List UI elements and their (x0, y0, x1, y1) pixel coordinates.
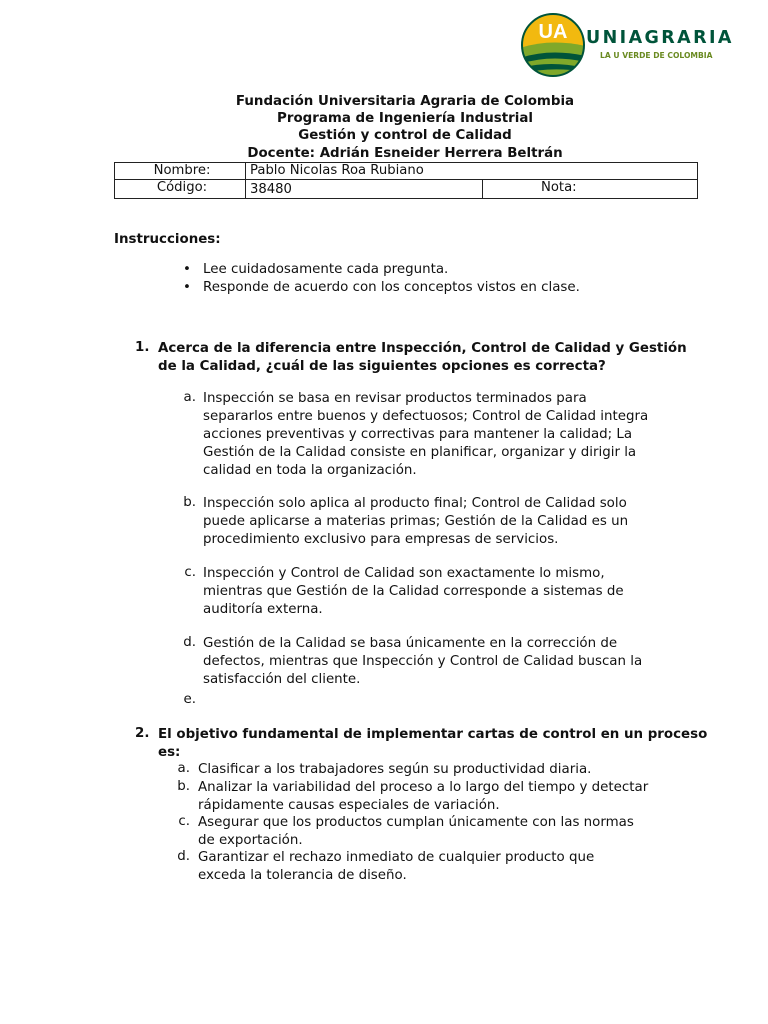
option-line: exceda la tolerancia de diseño. (198, 868, 407, 883)
instruction-text: Responde de acuerdo con los conceptos vistos en clase. (203, 280, 580, 295)
option-letter: b. (177, 779, 190, 794)
name-label: Nombre: (115, 163, 246, 180)
option-letter: d. (177, 849, 190, 864)
option-line: mientras que Gestión de la Calidad corresponde a sistemas de (203, 584, 624, 599)
option-line: rápidamente causas especiales de variación. (198, 798, 500, 813)
option-line: Garantizar el rechazo inmediato de cualquier producto que (198, 850, 595, 865)
option-line: Gestión de la Calidad consiste en planificar, organizar y dirigir la (203, 445, 637, 460)
tagline-suffix: DE COLOMBIA (650, 51, 713, 60)
question-1-text (158, 340, 687, 376)
table-row (115, 180, 698, 199)
option-2a (198, 761, 591, 779)
uniagraria-emblem-icon (520, 12, 586, 78)
option-line: auditoría externa. (203, 602, 323, 617)
grade-label: Nota: (541, 180, 577, 195)
option-1b (203, 495, 628, 549)
option-2c (198, 814, 634, 850)
option-line: Analizar la variabilidad del proceso a lo largo del tiempo y detectar (198, 780, 649, 795)
code-value: 38480 (246, 180, 483, 199)
logo-initials: UA (538, 21, 568, 43)
option-line: calidad en toda la organización. (203, 463, 417, 478)
option-line: Inspección y Control de Calidad son exactamente lo mismo, (203, 566, 605, 581)
option-line: Clasificar a los trabajadores según su productividad diaria. (198, 762, 592, 777)
uniagraria-logo (520, 12, 740, 78)
name-value: Pablo Nicolas Roa Rubiano (246, 163, 698, 180)
option-line: acciones preventivas y correctivas para mantener la calidad; La (203, 427, 633, 442)
option-line: procedimiento exclusivo para empresas de servicios. (203, 532, 559, 547)
option-line: Gestión de la Calidad se basa únicamente en la corrección de (203, 636, 618, 651)
instruction-text: Lee cuidadosamente cada pregunta. (203, 262, 449, 277)
option-line: de exportación. (198, 833, 303, 848)
question-2-number: 2. (135, 726, 150, 741)
tagline-verde: VERDE (619, 51, 651, 60)
option-1a (203, 390, 648, 480)
question-line: de la Calidad, ¿cuál de las siguientes opciones es correcta? (158, 359, 606, 374)
option-letter: a. (177, 761, 190, 776)
bullet-icon: • (183, 262, 191, 277)
teacher-name: Docente: Adrián Esneider Herrera Beltrán (247, 146, 563, 161)
question-1-number: 1. (135, 340, 150, 355)
bullet-icon: • (183, 280, 191, 295)
option-letter: d. (183, 635, 196, 650)
code-label: Código: (115, 180, 246, 199)
student-info-table (114, 162, 698, 199)
option-line: Inspección solo aplica al producto final; Control de Calidad solo (203, 496, 627, 511)
grade-cell (483, 180, 698, 199)
option-letter: c. (184, 565, 196, 580)
logo-name: UNIAGRARIA (586, 28, 734, 48)
option-letter: e. (183, 692, 196, 707)
program-name: Programa de Ingeniería Industrial (277, 111, 533, 126)
option-letter: c. (178, 814, 190, 829)
tagline-prefix: LA (600, 51, 614, 60)
option-line: puede aplicarse a materias primas; Gestión de la Calidad es un (203, 514, 629, 529)
option-2d (198, 849, 594, 885)
option-line: Inspección se basa en revisar productos terminados para (203, 391, 587, 406)
question-line: es: (158, 745, 181, 760)
option-line: Asegurar que los productos cumplan únicamente con las normas (198, 815, 634, 830)
option-line: separarlos entre buenos y defectuosos; Control de Calidad integra (203, 409, 649, 424)
question-line: Acerca de la diferencia entre Inspección, Control de Calidad y Gestión (158, 341, 687, 356)
institution-name: Fundación Universitaria Agraria de Colombia (235, 94, 575, 109)
option-1d (203, 635, 642, 689)
option-1c (203, 565, 624, 619)
option-line: satisfacción del cliente. (203, 672, 361, 687)
question-line: El objetivo fundamental de implementar cartas de control en un proceso (158, 727, 708, 742)
tagline-u: U (613, 51, 620, 60)
option-letter: a. (183, 390, 196, 405)
logo-tagline (600, 51, 712, 60)
course-name: Gestión y control de Calidad (298, 128, 512, 143)
option-line: defectos, mientras que Inspección y Control de Calidad buscan la (203, 654, 643, 669)
instructions-title: Instrucciones: (114, 232, 221, 247)
question-2-text (158, 726, 707, 762)
option-letter: b. (183, 495, 196, 510)
option-2b (198, 779, 648, 815)
table-row (115, 163, 698, 180)
